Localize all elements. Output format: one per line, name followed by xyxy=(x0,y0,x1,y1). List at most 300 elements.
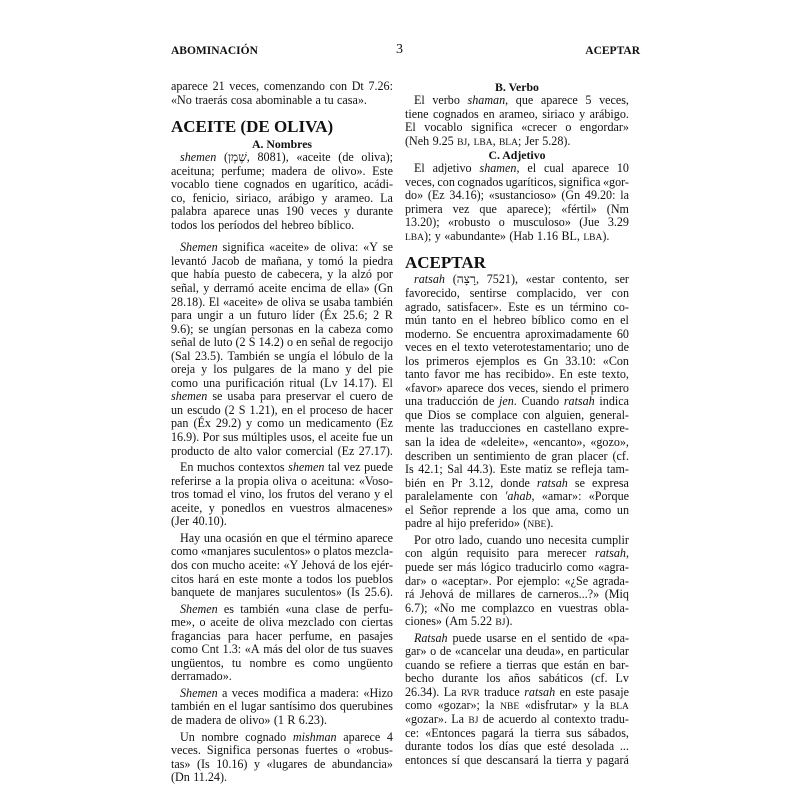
word: de xyxy=(368,348,380,363)
word: de xyxy=(464,435,476,450)
word: «amar»: xyxy=(541,489,582,504)
word: adjetivo xyxy=(432,161,472,176)
word: en xyxy=(540,600,552,615)
word: un xyxy=(616,502,629,517)
text-line xyxy=(405,534,629,548)
word: a xyxy=(501,502,507,517)
word: al xyxy=(541,711,550,726)
word: aparece xyxy=(446,380,484,395)
word: bíblico xyxy=(531,313,566,328)
word: Hay xyxy=(180,530,201,545)
word: de xyxy=(266,294,279,309)
text-line xyxy=(405,314,629,328)
text-line xyxy=(405,686,629,700)
text-line xyxy=(171,573,393,587)
running-header-right: ACEPTAR xyxy=(585,45,640,57)
word: becho xyxy=(405,671,434,686)
word: ratsah xyxy=(536,475,568,490)
word: a xyxy=(310,685,316,700)
word: hará xyxy=(198,571,219,586)
word: uno xyxy=(525,532,544,547)
word: un xyxy=(551,299,564,314)
word: comercial xyxy=(285,443,334,458)
word: como xyxy=(312,655,340,670)
word: Este xyxy=(372,163,393,178)
text-line xyxy=(405,273,629,287)
word: perfume; xyxy=(221,163,265,178)
word: el xyxy=(227,487,236,502)
word: tas» xyxy=(171,756,191,771)
word: aceituna; xyxy=(171,163,215,178)
word: shemen xyxy=(288,460,325,475)
word: como xyxy=(584,502,612,517)
text-line xyxy=(171,559,393,573)
word: la xyxy=(425,435,435,450)
word: (1 xyxy=(273,712,284,727)
word: Dt xyxy=(351,79,364,93)
word: puede xyxy=(405,559,434,574)
word: de xyxy=(313,756,326,771)
word: 6.7); xyxy=(405,600,428,615)
word: Ratsah xyxy=(414,630,448,645)
word: personas xyxy=(251,321,294,336)
word: en xyxy=(271,500,284,515)
word: olivo» xyxy=(239,712,271,727)
word: palabra xyxy=(171,204,207,219)
text-line xyxy=(171,309,393,323)
word: el xyxy=(384,487,393,502)
word: el xyxy=(228,699,238,714)
word: «A xyxy=(244,642,260,657)
text-line xyxy=(405,615,629,629)
word: 1.21), xyxy=(249,402,278,417)
word: (Gn xyxy=(561,188,581,203)
word: madera: xyxy=(320,685,360,700)
word: (Jer xyxy=(171,514,190,529)
word: Se xyxy=(456,326,469,341)
word: El xyxy=(414,93,425,107)
word: citos xyxy=(171,571,194,586)
word: rá xyxy=(405,587,415,602)
word: de xyxy=(345,601,358,616)
word: pan xyxy=(171,416,189,431)
word: y xyxy=(583,698,590,713)
word: se xyxy=(309,294,320,309)
word: cabeza xyxy=(328,321,362,336)
word: también xyxy=(353,294,393,309)
text-line xyxy=(171,657,393,671)
word: el xyxy=(302,530,311,545)
word: Sal xyxy=(447,462,463,477)
word: acádi- xyxy=(363,177,393,192)
word: una xyxy=(203,375,221,390)
word: ejemplo: xyxy=(517,573,561,588)
word: El xyxy=(208,294,220,309)
word: verano xyxy=(337,487,371,502)
word: es xyxy=(526,353,537,368)
word: texto xyxy=(464,340,489,355)
word: ver xyxy=(586,286,602,301)
word: más xyxy=(263,642,283,657)
word: la xyxy=(338,267,347,282)
word: clase xyxy=(315,601,340,616)
word: la xyxy=(297,362,307,377)
word: Jehová xyxy=(301,557,336,572)
word: usaba xyxy=(322,294,351,309)
word: fragancias xyxy=(171,628,221,643)
word: aceite: xyxy=(248,557,281,572)
word: pagará xyxy=(481,725,514,740)
word: personas xyxy=(256,743,299,758)
word: de xyxy=(313,163,326,178)
word: 5.28). xyxy=(542,133,571,148)
word: pueblos xyxy=(355,571,393,586)
word: ungir xyxy=(197,308,223,323)
word: de xyxy=(260,267,273,282)
word: ponedlos xyxy=(221,500,266,515)
text-line xyxy=(405,740,629,754)
text-line xyxy=(171,475,393,489)
word: traduce xyxy=(484,684,520,699)
word: durante xyxy=(356,204,393,219)
word: de xyxy=(381,389,393,404)
word: de xyxy=(171,712,183,727)
word: sí xyxy=(451,752,460,767)
word: una xyxy=(203,530,222,545)
word: o xyxy=(431,573,438,588)
word: BJ). xyxy=(495,614,513,629)
word: de xyxy=(520,587,533,602)
word: nombre xyxy=(201,729,239,744)
word: se xyxy=(574,475,585,490)
word: manjares xyxy=(236,585,280,600)
text-line xyxy=(405,108,629,122)
word: sentirse xyxy=(469,286,507,301)
word: con xyxy=(437,174,455,189)
word: santísimo xyxy=(269,699,316,714)
text-line xyxy=(171,744,393,758)
word: san xyxy=(405,435,422,450)
word: «gozo», xyxy=(590,435,629,450)
word: propia xyxy=(237,473,269,488)
text-line xyxy=(171,643,393,657)
word: mezclado xyxy=(288,615,335,630)
word: hijo xyxy=(447,516,467,531)
word: o xyxy=(498,215,505,230)
word: luto xyxy=(213,335,233,350)
word: Jehová xyxy=(419,587,454,602)
word: sus xyxy=(566,725,582,740)
text-line xyxy=(171,515,393,529)
word: fue xyxy=(361,430,378,445)
text-line xyxy=(405,162,629,176)
word: cosa xyxy=(230,92,253,107)
word: bién xyxy=(405,475,426,490)
word: (Miq xyxy=(604,587,629,602)
word: «agra- xyxy=(598,559,629,574)
word: (Jue xyxy=(579,215,600,230)
word: «¿Se xyxy=(564,573,589,588)
word: 49.20: xyxy=(584,188,616,203)
text-line xyxy=(171,700,393,714)
text-line xyxy=(171,80,393,94)
word: «robus- xyxy=(356,743,393,758)
word: señal xyxy=(171,335,196,350)
word: recibido». xyxy=(505,367,555,382)
text-line xyxy=(405,382,629,396)
word: significa xyxy=(471,120,513,135)
word: el xyxy=(319,348,329,363)
entry-heading: ACEPTAR xyxy=(405,253,486,273)
word: veces xyxy=(231,685,259,700)
word: otro xyxy=(435,532,455,547)
word: períodos xyxy=(218,217,260,232)
word: usarse xyxy=(486,630,517,645)
text-line xyxy=(171,731,393,745)
word: 33.10: xyxy=(565,353,596,368)
word: durante xyxy=(405,739,442,754)
word: 5.22 xyxy=(470,614,493,629)
word: como xyxy=(171,375,198,390)
word: 14.17). xyxy=(342,375,377,390)
word: primero xyxy=(590,380,629,395)
word: los xyxy=(336,571,352,586)
word: levantó xyxy=(171,253,207,268)
text-line xyxy=(405,504,629,518)
word: matiz xyxy=(525,462,553,477)
word: o xyxy=(430,644,437,659)
word: tierras xyxy=(506,657,537,672)
word: ungüento xyxy=(347,655,393,670)
word: o xyxy=(199,615,206,630)
text-line xyxy=(171,758,393,772)
word: los xyxy=(512,502,527,517)
word: cuero xyxy=(349,389,377,404)
text-line xyxy=(171,502,393,516)
word: La xyxy=(443,684,457,699)
word: en xyxy=(298,321,310,336)
word: hacer xyxy=(366,402,393,417)
word: que xyxy=(479,201,497,216)
word: (Dn xyxy=(171,770,190,785)
word: el xyxy=(527,161,537,176)
word: a xyxy=(315,92,321,107)
word: alguien, xyxy=(545,407,585,422)
word: aceite xyxy=(210,615,239,630)
word: los xyxy=(213,362,228,377)
text-line xyxy=(171,377,393,391)
word: dos xyxy=(171,557,188,572)
word: me xyxy=(460,600,476,615)
word: o xyxy=(286,335,294,350)
word: que xyxy=(281,530,299,545)
word: la xyxy=(595,698,605,713)
word: vez xyxy=(452,201,470,216)
word: la xyxy=(224,473,234,488)
word: banquete xyxy=(171,585,215,600)
text-line xyxy=(405,395,629,409)
word: o xyxy=(313,544,320,559)
word: cual xyxy=(544,161,565,176)
text-line xyxy=(405,575,629,589)
word: futuro xyxy=(257,308,287,323)
word: derramó xyxy=(213,281,255,296)
word: que xyxy=(464,752,482,767)
word: vuestras xyxy=(558,600,598,615)
word: veces, xyxy=(405,174,435,189)
word: aceituna: xyxy=(311,473,355,488)
text-line xyxy=(405,517,629,531)
word: suaves xyxy=(360,642,393,657)
word: la xyxy=(620,188,629,203)
word: musculoso» xyxy=(513,215,571,230)
word: y xyxy=(246,416,253,431)
word: bar- xyxy=(609,657,629,672)
word: «encanto», xyxy=(532,435,586,450)
word: en xyxy=(603,313,615,328)
word: mún xyxy=(405,313,427,328)
word: refleja xyxy=(571,462,603,477)
word: «No xyxy=(171,92,192,107)
text-line xyxy=(405,94,629,108)
word: El xyxy=(414,161,425,176)
word: entonces xyxy=(405,752,448,767)
word: vocablo xyxy=(171,177,210,192)
word: El xyxy=(405,120,416,135)
word: de xyxy=(280,362,292,377)
word: 7.26: xyxy=(368,79,393,93)
text-line xyxy=(171,241,393,255)
word: ciones» xyxy=(405,614,442,629)
word: la xyxy=(384,348,393,363)
word: como xyxy=(171,642,198,657)
word: de xyxy=(482,711,495,726)
word: la xyxy=(485,698,495,713)
word: pulgares xyxy=(233,362,275,377)
word: a xyxy=(496,657,502,672)
word: en xyxy=(213,699,226,714)
word: el xyxy=(620,313,629,328)
word: de xyxy=(330,281,342,296)
word: «abundante» xyxy=(444,228,506,243)
word: arábigo. xyxy=(589,106,629,121)
word: de xyxy=(224,712,237,727)
word: como xyxy=(366,321,393,336)
word: «gor- xyxy=(603,174,629,189)
text-line xyxy=(405,561,629,575)
word: tanto xyxy=(405,367,430,382)
word: 5 xyxy=(585,93,592,107)
word: me xyxy=(464,367,480,382)
word: como xyxy=(570,313,598,328)
word: de xyxy=(459,587,471,602)
word: 16.9). xyxy=(171,430,200,445)
word: (Lv xyxy=(320,375,338,390)
word: el xyxy=(405,502,414,517)
word: en xyxy=(593,657,605,672)
word: «cancelar xyxy=(454,644,502,659)
word: término xyxy=(314,530,353,545)
word: de xyxy=(243,615,255,630)
word: más xyxy=(456,559,477,574)
text-line xyxy=(405,699,629,713)
word: ratsah xyxy=(524,684,556,699)
text-line xyxy=(171,165,393,179)
word: el xyxy=(318,430,327,445)
word: y xyxy=(343,204,351,219)
text-line xyxy=(171,431,393,445)
word: RVR xyxy=(460,688,480,699)
word: merecer xyxy=(547,546,587,561)
word: vino, xyxy=(239,487,265,502)
word: los xyxy=(200,217,215,232)
word: tanto xyxy=(432,313,457,328)
word: piedra xyxy=(362,253,393,268)
text-line xyxy=(405,135,629,149)
word: «Y xyxy=(363,240,378,255)
word: 28.18). xyxy=(171,294,206,309)
word: ritual xyxy=(289,375,315,390)
word: (Neh xyxy=(405,133,430,148)
text-line xyxy=(405,659,629,673)
word: «fértil» xyxy=(561,201,597,216)
word: en xyxy=(461,313,474,328)
word: puesto xyxy=(224,267,256,282)
word: a xyxy=(228,308,234,323)
word: cognado xyxy=(245,729,287,744)
word: 23.5). xyxy=(194,348,224,363)
word: aparece xyxy=(213,204,251,219)
word: contextos xyxy=(238,460,285,475)
word: Señor xyxy=(419,502,448,517)
right-column xyxy=(405,80,629,767)
word: (Sal xyxy=(171,348,191,363)
text-line xyxy=(171,151,393,165)
text-line xyxy=(171,670,393,684)
word: siendo xyxy=(542,380,574,395)
word: del xyxy=(263,217,278,232)
word: que xyxy=(524,739,542,754)
word: al xyxy=(435,516,444,531)
word: 3.29 xyxy=(607,215,629,230)
text-line xyxy=(405,547,629,561)
word: requisito xyxy=(466,546,510,561)
word: de xyxy=(351,402,363,417)
word: mucho xyxy=(212,557,246,572)
word: aparece xyxy=(356,530,393,545)
word: agrada- xyxy=(592,573,629,588)
word: el xyxy=(297,402,306,417)
word: Gn xyxy=(543,353,559,368)
word: cognados xyxy=(433,106,479,121)
word: en xyxy=(296,335,308,350)
text-line xyxy=(405,216,629,230)
word: 13.20); xyxy=(405,215,440,230)
word: unas xyxy=(256,204,279,219)
word: usos, xyxy=(290,430,315,445)
word: uno xyxy=(595,340,614,355)
word: señal, xyxy=(171,281,199,296)
word: BL, xyxy=(561,228,580,243)
word: aparece xyxy=(343,729,381,744)
word: traerás xyxy=(195,92,228,107)
text-line xyxy=(405,588,629,602)
word: con xyxy=(339,615,357,630)
word: (Éx xyxy=(320,308,338,323)
text-line xyxy=(171,255,393,269)
word: se xyxy=(382,240,393,255)
word: 42.1; xyxy=(418,462,443,477)
